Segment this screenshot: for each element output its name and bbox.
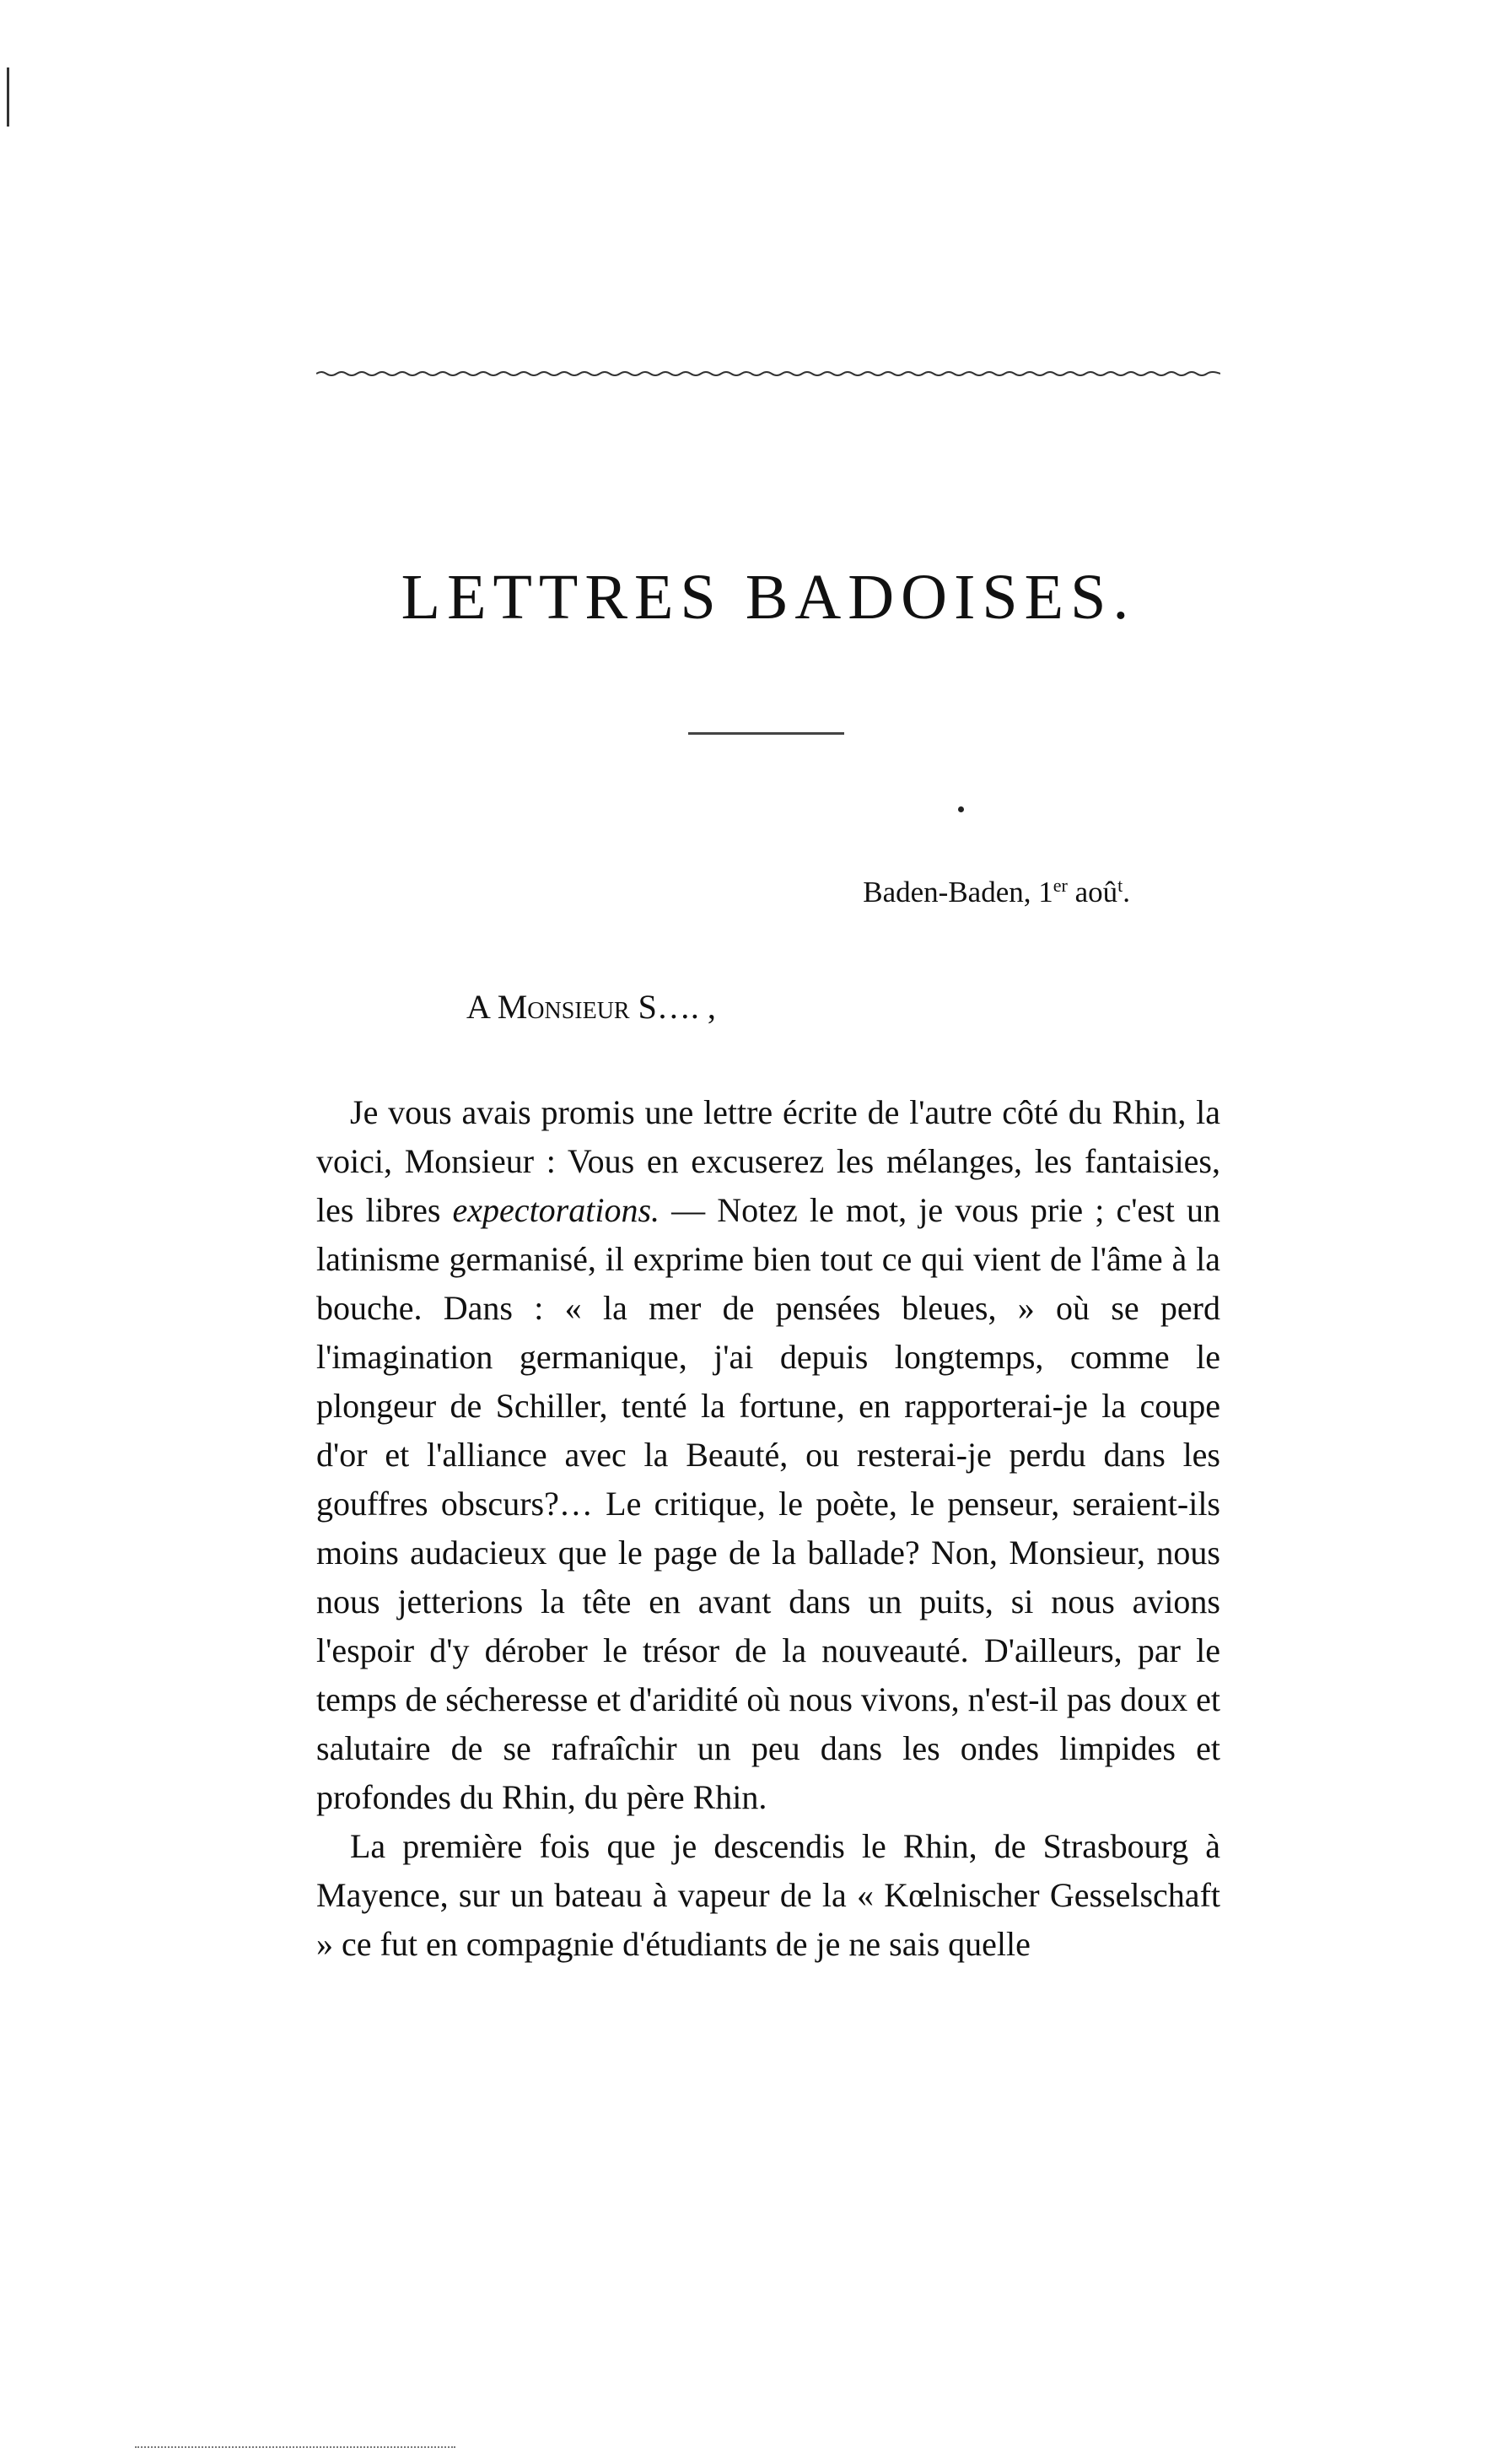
paragraph-1-part-b: — Notez le mot, je vous prie ; c'est un latinisme germanisé, il exprime bien tout ce qui vient de l'âme à la bouche. Dans : « la mer de pensées bleues, » où se perd l'imagination germanique, j'ai depuis longtemps, comme le plongeur de Schiller, tenté la fortune, en rapporterai-je la coupe d'or et l'alliance avec la Beauté, ou resterai-je perdu dans les gouffres obscurs?… Le critique, le poète, le penseur, seraient-ils moins audacieux que le page de la ballade? Non, Monsieur, nous nous jetterions la tête en avant dans un puits, si nous avions l'espoir d'y dérober le trésor de la nouveauté. D'ailleurs, par le temps de sécheresse et d'aridité où nous vivons, n'est-il pas doux et salutaire de se rafraîchir un peu dans les ondes limpides et profondes du Rhin, du père Rhin. bbox=[316, 1191, 1220, 1816]
dateline-place: Baden-Baden, 1 bbox=[863, 876, 1053, 908]
dateline-end: . bbox=[1123, 876, 1130, 908]
salutation bbox=[466, 987, 716, 1027]
salutation-rest: S…. , bbox=[629, 988, 716, 1026]
ornamental-wavy-rule bbox=[316, 369, 1220, 378]
dateline-month: aoû bbox=[1067, 876, 1118, 908]
bottom-scan-specks bbox=[135, 2446, 455, 2451]
short-divider-rule bbox=[688, 732, 844, 735]
paragraph-2: La première fois que je descendis le Rhin, de Strasbourg à Mayence, sur un bateau à vapeur de la « Kœlnischer Gesselschaft » ce fut en compagnie d'étudiants de je ne sais quelle bbox=[316, 1827, 1220, 1963]
dateline bbox=[759, 875, 1130, 910]
page-title: LETTRES BADOISES. bbox=[401, 562, 1136, 633]
salutation-name: Monsieur bbox=[497, 988, 630, 1026]
dateline-month-suffix: t bbox=[1117, 875, 1123, 896]
paragraph-1-part-a: Je vous avais promis une lettre écrite de l'autre côté du Rhin, la voici, Monsieur : Vous en excuserez les mélanges, les fantaisies, les libres bbox=[316, 1093, 1220, 1229]
salutation-prefix: A bbox=[466, 988, 498, 1026]
margin-ink-mark bbox=[7, 67, 9, 127]
paragraph-1-italic: expectorations. bbox=[452, 1191, 660, 1229]
ink-dot bbox=[958, 806, 964, 812]
letter-body bbox=[316, 1088, 1220, 1969]
paragraph-1 bbox=[316, 1088, 1220, 1822]
dateline-ordinal: er bbox=[1053, 875, 1068, 896]
